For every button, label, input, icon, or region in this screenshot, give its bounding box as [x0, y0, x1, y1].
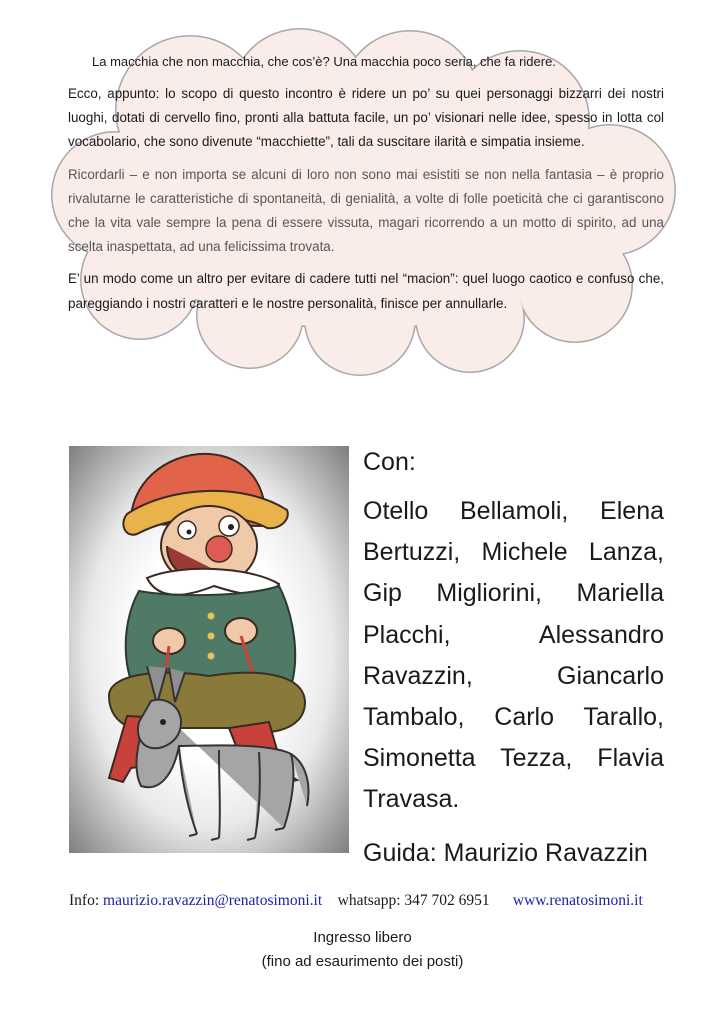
guide-line: Guida: Maurizio Ravazzin [363, 839, 648, 867]
intro-paragraph-3: E’ un modo come un altro per evitare di cadere tutti nel “macion”: quel luogo caotico e confuso che, pareggiando i nostri caratteri e le nostre personalità, finisce per annullarle. [68, 271, 664, 311]
cast-heading: Con: [363, 448, 416, 476]
intro-paragraph-2: Ricordarli – e non importa se alcuni di loro non sono mai esistiti se non nella fantasia – è proprio rivalutarne le caratteristiche di spontaneità, di genialità, a volte di folle poeticità che ci garantiscono che la vita vale sempre la pena di essere vissuta, magari ricorrendo a un motto di spirito, ad una scelta inaspettata, ad una felicissima trovata. [68, 166, 664, 255]
intro-paragraph-1: Ecco, appunto: lo scopo di questo incontro è ridere un po’ su quei personaggi bizzarri dei nostri luoghi, dotati di cervello fino, pronti alla battuta facile, un po’ visionari nelle idee, spesso in lotta col vocabolario, che sono divenute “macchiette”, tali da suscitare ilarità e simpatia insieme. [68, 86, 664, 150]
email-link[interactable]: maurizio.ravazzin@renatosimoni.it [103, 892, 323, 909]
intro-text [68, 50, 664, 324]
whatsapp-text: whatsapp: 347 702 6951 [337, 892, 490, 909]
website-link[interactable]: www.renatosimoni.it [512, 892, 643, 909]
entry-note: (fino ad esaurimento dei posti) [261, 953, 464, 970]
donkey-rider-drawing [69, 446, 349, 853]
intro-headline: La macchia che non macchia, che cos’è? Una macchia poco seria, che fa ridere. [92, 54, 556, 69]
info-label: Info: [69, 892, 100, 909]
entry-free: Ingresso libero [313, 929, 412, 946]
character-illustration [69, 446, 349, 853]
cast-list: Otello Bellamoli, Elena Bertuzzi, Michele Lanza, Gip Migliorini, Mariella Placchi, Alessandro Ravazzin, Giancarlo Tambalo, Carlo Tarallo, Simonetta Tezza, Flavia Travasa. [363, 497, 664, 814]
contact-line [69, 890, 643, 912]
